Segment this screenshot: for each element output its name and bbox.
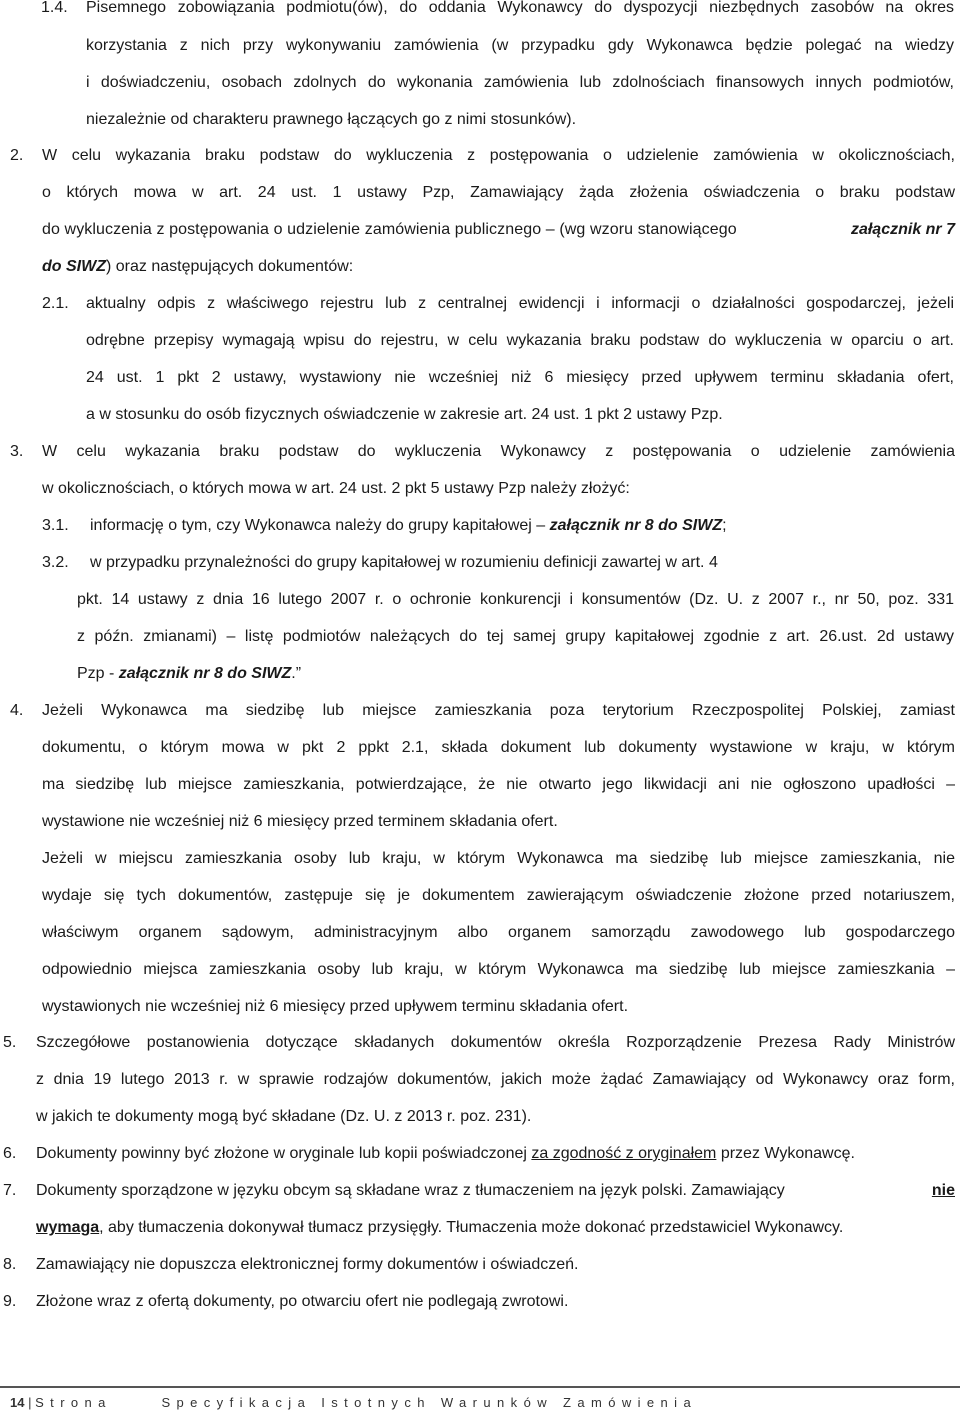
paragraph-text: Dokumenty sporządzone w języku obcym są składane wraz z tłumaczeniem na język polski. Zamawiający [36,1182,785,1199]
paragraph-line: Jeżeli Wykonawca ma siedzibę lub miejsce zamieszkania poza terytorium Rzeczpospolitej Polskiej, zamiast [42,702,955,719]
paragraph-line [42,220,955,240]
page-footer [10,1395,697,1411]
paragraph-line: w okolicznościach, o których mowa w art. 24 ust. 2 pkt 5 ustawy Pzp należy złożyć: [42,480,630,497]
paragraph-line: w jakich te dokumenty mogą być składane (Dz. U. z 2013 r. poz. 231). [36,1108,532,1125]
paragraph-line [90,516,727,536]
paragraph-text: przez Wykonawcę. [720,1145,855,1162]
paragraph-line: niezależnie od charakteru prawnego łączących go z nimi stosunków). [86,111,577,128]
paragraph-text: ; [722,517,727,534]
paragraph-line: z dnia 19 lutego 2013 r. w sprawie rodzajów dokumentów, jakich może żądać Zamawiający od Wykonawcy oraz form, [36,1071,955,1088]
paragraph-line: ma siedzibę lub miejsce zamieszkania, potwierdzające, że nie otwarto jego likwidacji ani nie ogłoszono upadłości – [42,776,955,793]
paragraph-line: dokumentu, o którym mowa w pkt 2 ppkt 2.1, składa dokument lub dokumenty wystawione w kraju, w którym [42,739,955,756]
point-number: 3. [10,443,24,460]
paragraph-line: a w stosunku do osób fizycznych oświadczenie w zakresie art. 24 ust. 1 pkt 2 ustawy Pzp. [86,406,723,423]
paragraph-line: Szczegółowe postanowienia dotyczące składanych dokumentów określa Rozporządzenie Prezesa Rady Ministrów [36,1034,955,1051]
paragraph-line: właściwym organem sądowym, administracyjnym albo organem samorządu zawodowego lub gospodarczego [42,924,955,941]
point-number: 8. [3,1256,17,1273]
paragraph-line [77,664,301,684]
paragraph-text: Pzp - [77,665,115,682]
paragraph-line: W celu wykazania braku podstaw do wykluczenia z postępowania o udzielenie zamówienia w okolicznościach, [42,147,955,164]
footer-document-title: Specyfikacja Istotnych Warunków Zamówienia [161,1395,698,1410]
footer-page-word: Strona [35,1395,112,1410]
footer-divider [0,1386,960,1388]
attachment-reference: załącznik nr 8 do SIWZ [118,665,292,682]
point-number: 7. [3,1182,17,1199]
paragraph-line: w przypadku przynależności do grupy kapitałowej w rozumieniu definicji zawartej w art. 4 [90,554,718,571]
attachment-reference: do SIWZ [42,258,106,275]
page-number: 14 [10,1395,25,1410]
paragraph-line [36,1181,955,1201]
paragraph-line: W celu wykazania braku podstaw do wykluczenia Wykonawcy z postępowania o udzielenie zamówienia [42,443,955,460]
paragraph-line: odrębne przepisy wymagają wpisu do rejestru, w celu wykazania braku podstaw do wykluczenia w oparciu o art. [86,332,954,349]
footer-separator: | [28,1395,32,1410]
underlined-phrase: za zgodność z oryginałem [531,1145,717,1162]
attachment-reference: załącznik nr 7 [850,221,955,238]
paragraph-line: aktualny odpis z właściwego rejestru lub z centralnej ewidencji i informacji o działalności gospodarczej, jeżeli [86,295,954,312]
paragraph-line: 24 ust. 1 pkt 2 ustawy, wystawiony nie wcześniej niż 6 miesięcy przed upływem terminu składania ofert, [86,369,954,386]
emphasized-word: wymaga [36,1219,100,1236]
point-number: 4. [10,702,24,719]
paragraph-line: i doświadczeniu, osobach zdolnych do wykonania zamówienia lub zdolnościach finansowych innych podmiotów, [86,74,954,91]
paragraph-text: Dokumenty powinny być złożone w oryginale lub kopii poświadczonej [36,1145,527,1162]
paragraph-line: wystawionych nie wcześniej niż 6 miesięcy przed upływem terminu składania ofert. [42,998,629,1015]
paragraph-line [42,257,353,277]
point-number: 3.1. [42,517,69,534]
paragraph-line: Jeżeli w miejscu zamieszkania osoby lub kraju, w którym Wykonawca ma siedzibę lub miejsce zamieszkania, nie [42,850,955,867]
point-number: 2.1. [42,295,69,312]
paragraph-line: o których mowa w art. 24 ust. 1 ustawy Pzp, Zamawiający żąda złożenia oświadczenia o braku podstaw [42,184,955,201]
point-number: 2. [10,147,24,164]
paragraph-text: informację o tym, czy Wykonawca należy do grupy kapitałowej – [90,517,546,534]
paragraph-line [36,1144,855,1164]
paragraph-line [36,1218,843,1238]
paragraph-line: pkt. 14 ustawy z dnia 16 lutego 2007 r. o ochronie konkurencji i konsumentów (Dz. U. z 2007 r., nr 50, poz. 331 [77,591,954,608]
paragraph-text: .” [291,665,302,682]
paragraph-line: odpowiednio miejsca zamieszkania osoby lub kraju, w którym Wykonawca ma siedzibę lub miejsce zamieszkania – [42,961,955,978]
paragraph-text: ) oraz następujących dokumentów: [105,258,354,275]
emphasized-word: nie [931,1182,955,1199]
attachment-reference: załącznik nr 8 do SIWZ [549,517,723,534]
point-number: 9. [3,1293,17,1310]
paragraph-text: , aby tłumaczenia dokonywał tłumacz przysięgły. Tłumaczenia może dokonać przedstawiciel Wykonawcy. [99,1219,844,1236]
paragraph-line: wydaje się tych dokumentów, zastępuje się je dokumentem zawierającym oświadczenie złożone przed notariuszem, [42,887,955,904]
paragraph-line: Zamawiający nie dopuszcza elektronicznej formy dokumentów i oświadczeń. [36,1256,579,1273]
paragraph-line: korzystania z nich przy wykonywaniu zamówienia (w przypadku gdy Wykonawca będzie polegać na wiedzy [86,37,954,54]
point-number: 5. [3,1034,17,1051]
paragraph-line: Złożone wraz z ofertą dokumenty, po otwarciu ofert nie podlegają zwrotowi. [36,1293,569,1310]
paragraph-text: do wykluczenia z postępowania o udzielenie zamówienia publicznego – (wg wzoru stanowiącego [42,221,737,238]
paragraph-line: wystawione nie wcześniej niż 6 miesięcy przed terminem składania ofert. [42,813,558,830]
paragraph-line: Pisemnego zobowiązania podmiotu(ów), do oddania Wykonawcy do dyspozycji niezbędnych zasobów na okres [86,0,954,16]
paragraph-line: z późn. zmianami) – listę podmiotów należących do tej samej grupy kapitałowej zgodnie z art. 26.ust. 2d ustawy [77,628,954,645]
point-number: 1.4. [41,0,68,16]
point-number: 6. [3,1145,17,1162]
point-number: 3.2. [42,554,69,571]
